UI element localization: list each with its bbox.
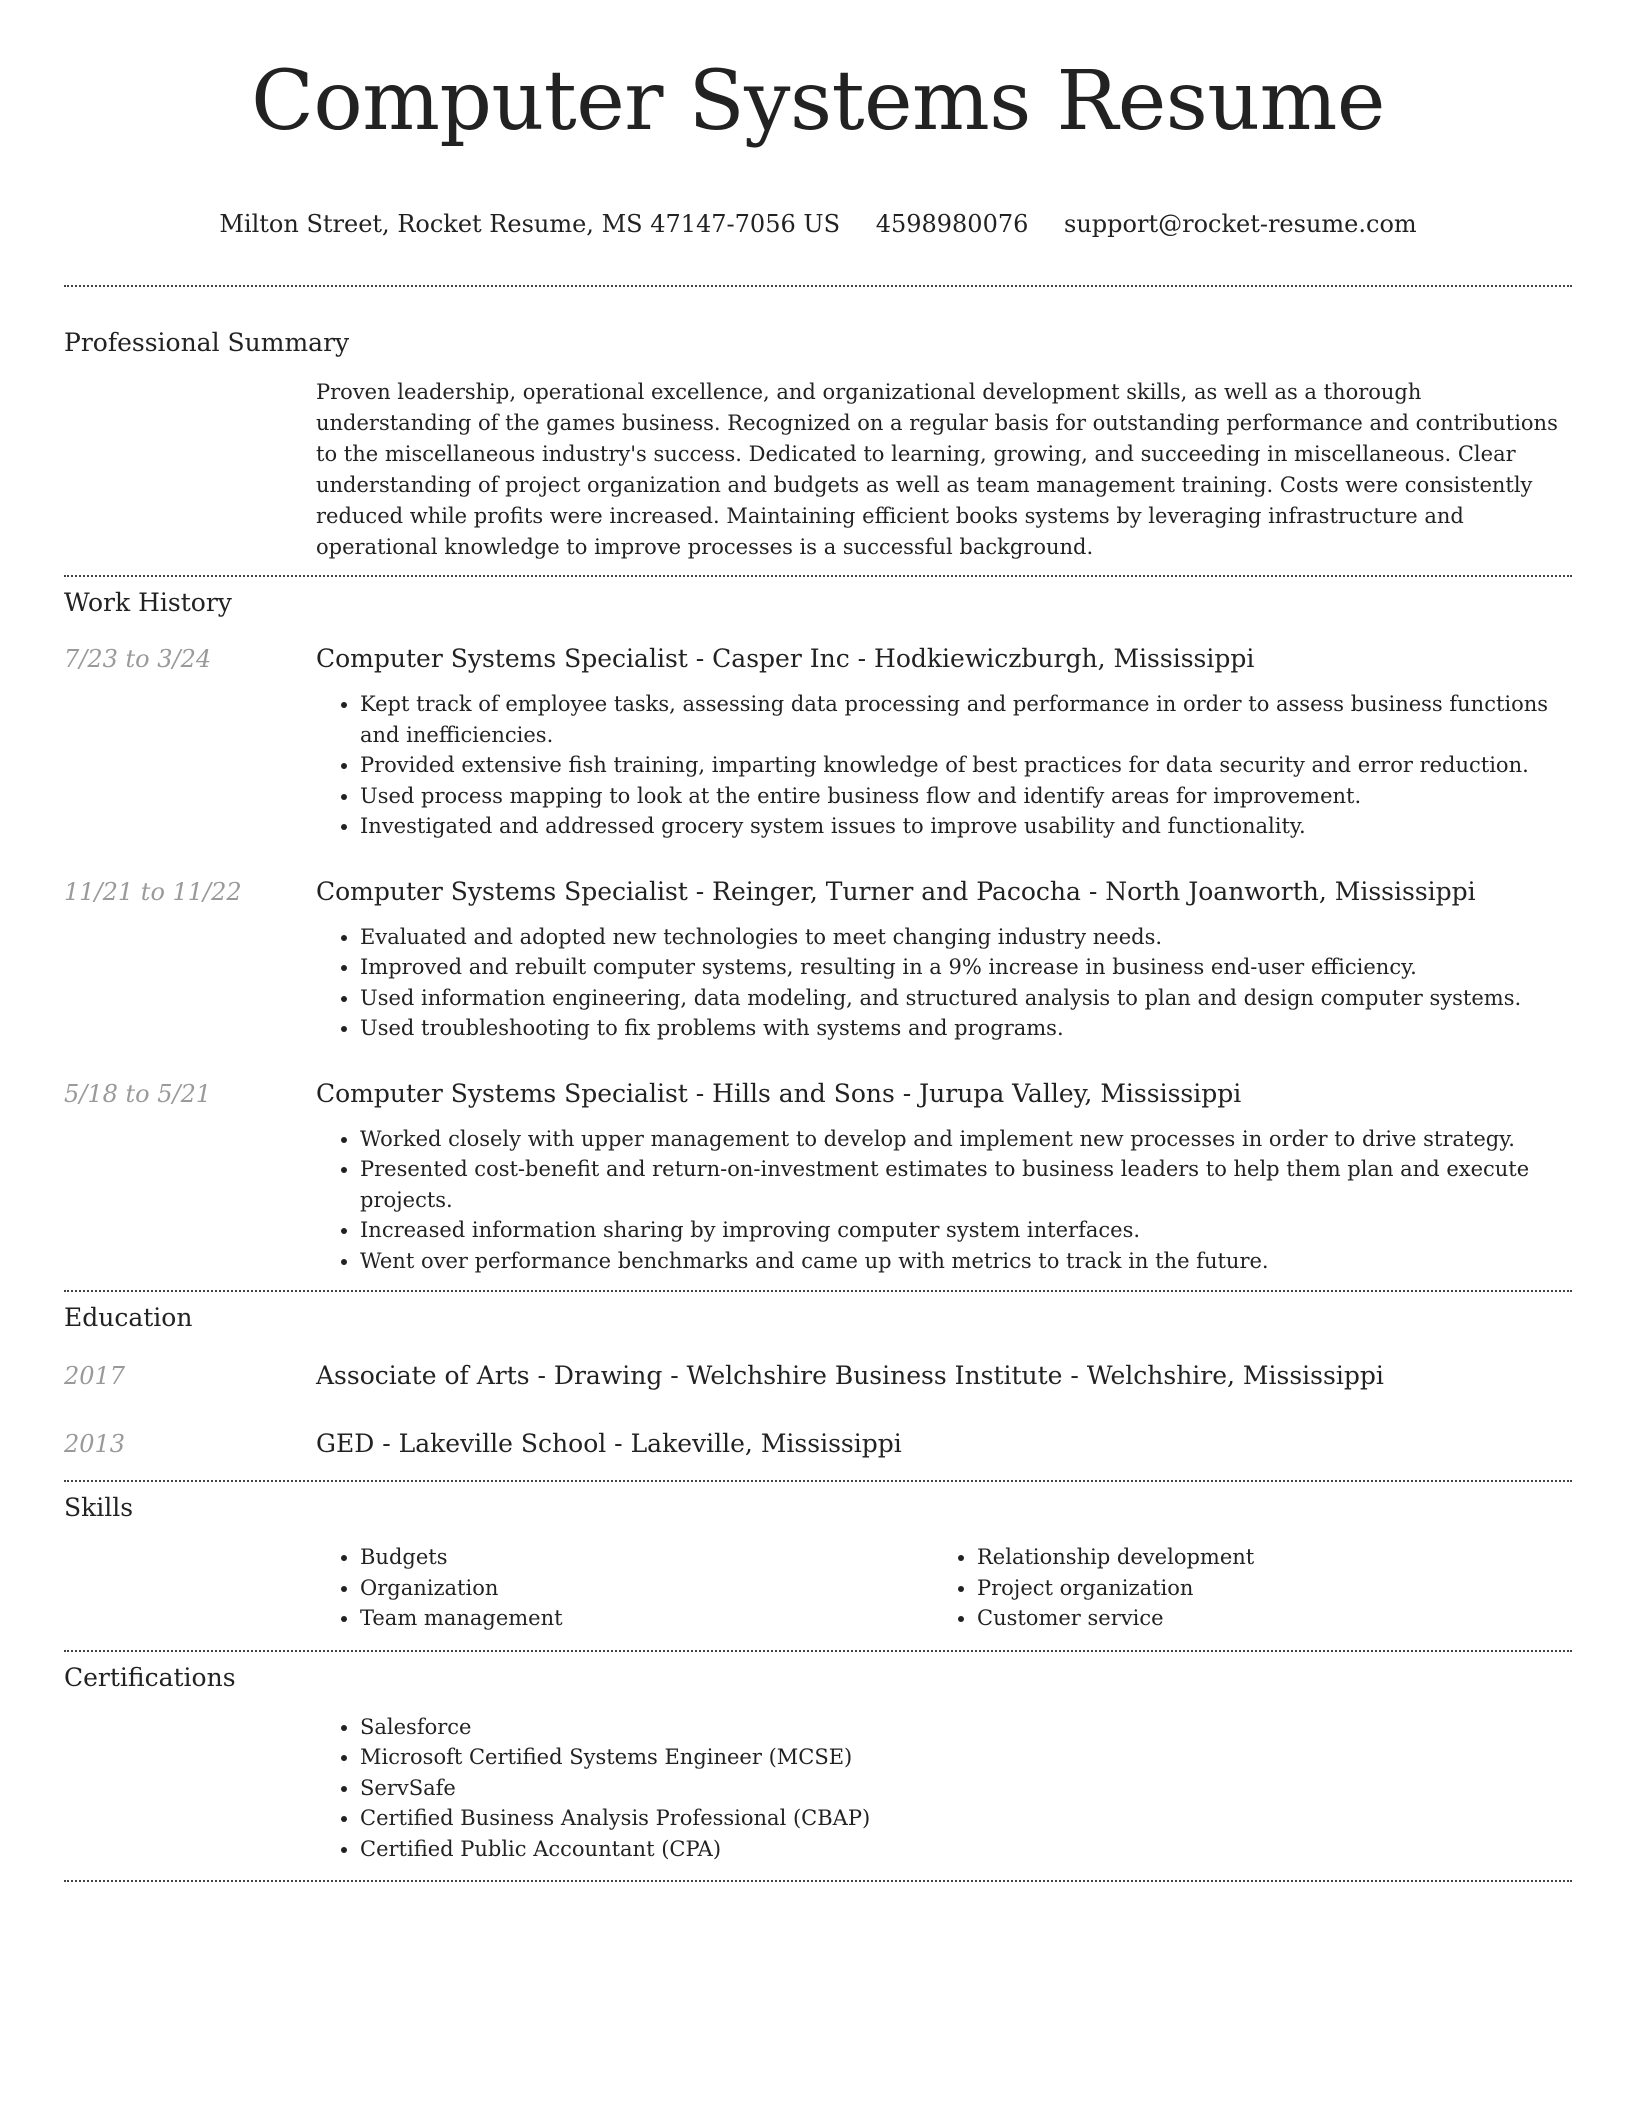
skills-list-right [933, 1542, 1550, 1634]
summary-text: Proven leadership, operational excellence, and organizational development skills, as well as a thorough understanding of the games business. Recognized on a regular basis for outstanding performance and contributions to the miscellaneous industry's success. Dedicated to learning, growing, and succeeding in miscellaneous. Clear understanding of project organization and budgets as well as team management training. Costs were consistently reduced while profits were increased. Maintaining efficient books systems by leveraging infrastructure and operational knowledge to improve processes is a successful background. [316, 380, 1558, 559]
job-bullet: • Presented cost-benefit and return-on-investment estimates to business leaders to help them plan and execute projects. [360, 1154, 1572, 1215]
job-bullet: • Evaluated and adopted new technologies to meet changing industry needs. [360, 922, 1572, 953]
certification-item: • Microsoft Certified Systems Engineer (MCSE) [360, 1742, 1572, 1773]
job-bullet: • Improved and rebuilt computer systems, resulting in a 9% increase in business end-user efficiency. [360, 952, 1572, 983]
job-bullet: • Investigated and addressed grocery system issues to improve usability and functionality. [360, 811, 1572, 842]
divider [64, 285, 1572, 287]
skill-item: • Organization [360, 1573, 933, 1604]
summary-section [64, 327, 1572, 563]
resume-name: Computer Systems Resume [251, 54, 1385, 149]
job-entry [64, 876, 1572, 1044]
divider [64, 1480, 1572, 1482]
certifications-section [64, 1662, 1572, 1865]
skills-section [64, 1492, 1572, 1634]
job-bullet: • Worked closely with upper management to develop and implement new processes in order to drive strategy. [360, 1124, 1572, 1155]
skills-list-left [316, 1542, 933, 1634]
skills-title: Skills [64, 1493, 134, 1522]
job-bullets [316, 1124, 1572, 1277]
job-bullet: • Kept track of employee tasks, assessing data processing and performance in order to assess business functions and inefficiencies. [360, 689, 1572, 750]
certifications-list [316, 1712, 1572, 1865]
skills-columns [316, 1542, 1572, 1634]
education-heading: GED - Lakeville School - Lakeville, Mississippi [316, 1429, 902, 1458]
job-bullet: • Used troubleshooting to fix problems with systems and programs. [360, 1013, 1572, 1044]
certification-item: • Certified Public Accountant (CPA) [360, 1834, 1572, 1865]
skill-item: • Relationship development [977, 1542, 1550, 1573]
skill-item: • Team management [360, 1603, 933, 1634]
contact-line [64, 208, 1572, 240]
contact-phone: 4598980076 [875, 210, 1029, 238]
divider [64, 1650, 1572, 1652]
divider [64, 1290, 1572, 1292]
certifications-title: Certifications [64, 1662, 236, 1692]
job-bullets [316, 922, 1572, 1044]
skill-item: • Customer service [977, 1603, 1550, 1634]
job-entry [64, 1078, 1572, 1277]
job-heading: Computer Systems Specialist - Reinger, Turner and Pacocha - North Joanworth, Mississippi [316, 876, 1476, 906]
skill-item: • Project organization [977, 1573, 1550, 1604]
job-bullet: • Went over performance benchmarks and came up with metrics to track in the future. [360, 1246, 1572, 1277]
resume-page [64, 0, 1572, 1882]
work-section [64, 587, 1572, 1276]
job-bullet: • Increased information sharing by improving computer system interfaces. [360, 1215, 1572, 1246]
education-year: 2013 [64, 1430, 126, 1458]
contact-address: Milton Street, Rocket Resume, MS 47147-7056 US [219, 210, 841, 238]
education-entry [64, 1360, 1572, 1392]
job-bullet: • Used information engineering, data modeling, and structured analysis to plan and design computer systems. [360, 983, 1572, 1014]
education-year: 2017 [64, 1362, 126, 1390]
job-dates: 11/21 to 11/22 [64, 877, 242, 906]
summary-title: Professional Summary [64, 328, 350, 357]
certification-item: • Certified Business Analysis Professional (CBAP) [360, 1803, 1572, 1834]
skill-item: • Budgets [360, 1542, 933, 1573]
certification-item: • ServSafe [360, 1773, 1572, 1804]
job-dates: 5/18 to 5/21 [64, 1079, 212, 1108]
certification-item: • Salesforce [360, 1712, 1572, 1743]
job-bullets [316, 689, 1572, 842]
job-heading: Computer Systems Specialist - Hills and Sons - Jurupa Valley, Mississippi [316, 1078, 1242, 1108]
education-heading: Associate of Arts - Drawing - Welchshire Business Institute - Welchshire, Mississippi [316, 1361, 1384, 1390]
job-heading: Computer Systems Specialist - Casper Inc - Hodkiewiczburgh, Mississippi [316, 644, 1255, 673]
education-section [64, 1302, 1572, 1460]
contact-email: support@rocket-resume.com [1064, 210, 1417, 238]
job-dates: 7/23 to 3/24 [64, 645, 212, 673]
job-bullet: • Provided extensive fish training, imparting knowledge of best practices for data security and error reduction. [360, 750, 1572, 781]
job-entry [64, 643, 1572, 842]
certifications-content [316, 1712, 1572, 1865]
work-title: Work History [64, 588, 232, 617]
education-title: Education [64, 1303, 193, 1332]
job-bullet: • Used process mapping to look at the entire business flow and identify areas for improvement. [360, 781, 1572, 812]
education-entry [64, 1428, 1572, 1460]
divider [64, 1880, 1572, 1882]
divider [64, 575, 1572, 577]
